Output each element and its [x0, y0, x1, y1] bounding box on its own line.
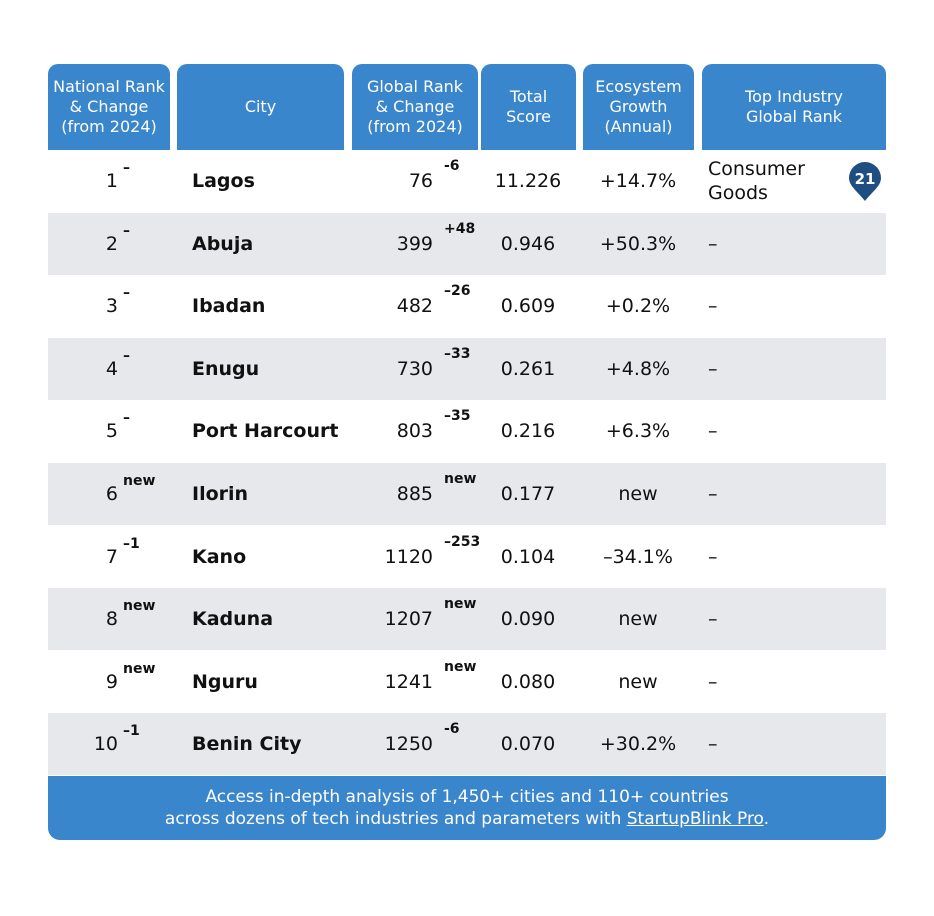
table-row	[48, 588, 886, 650]
table-row	[48, 463, 886, 525]
national-rank-change: –1	[123, 535, 140, 552]
global-rank: 730	[396, 357, 433, 380]
global-rank: 399	[396, 232, 433, 255]
table-row	[48, 526, 886, 588]
total-score: 0.070	[500, 733, 556, 756]
national-rank: 10	[93, 733, 118, 756]
global-rank-change: –33	[444, 345, 471, 362]
total-score: 0.104	[500, 545, 556, 568]
top-industry: –	[708, 295, 718, 318]
global-rank: 76	[408, 170, 433, 192]
global-rank: 1207	[384, 608, 433, 631]
total-score: 0.261	[500, 357, 556, 380]
footer-period: .	[763, 809, 770, 829]
total-score: 11.226	[494, 170, 562, 192]
city-name: Ilorin	[192, 483, 249, 505]
footer-text: across dozens of tech industries and parameters with	[164, 809, 627, 829]
city-name: Kano	[192, 545, 247, 568]
startupblink-pro-link[interactable]: StartupBlink Pro	[626, 809, 764, 829]
header-national-rank: National Rank & Change (from 2024)	[48, 64, 170, 150]
total-score: 0.216	[500, 420, 556, 443]
table-row	[48, 713, 886, 775]
top-industry: –	[708, 608, 718, 631]
table-row	[48, 213, 886, 275]
table-row	[48, 275, 886, 337]
total-score: 0.946	[500, 232, 556, 255]
national-rank-change: –	[123, 160, 130, 176]
national-rank-change: –1	[123, 723, 140, 740]
global-rank: 482	[396, 295, 433, 318]
footer-line-1: Access in-depth analysis of 1,450+ cities and 110+ countries	[205, 787, 729, 807]
national-rank-change: –	[123, 222, 130, 239]
national-rank-change: new	[123, 598, 156, 615]
total-score: 0.177	[500, 483, 556, 505]
top-industry: –	[708, 232, 718, 255]
ecosystem-growth: +4.8%	[605, 357, 671, 380]
header-global-rank: Global Rank & Change (from 2024)	[352, 64, 478, 150]
ecosystem-growth: +30.2%	[599, 733, 677, 756]
industry-rank-value: 21	[854, 170, 876, 188]
global-rank-change: –35	[444, 408, 471, 425]
ecosystem-growth: +14.7%	[599, 170, 677, 192]
global-rank-change: -6	[444, 158, 460, 174]
table-row	[48, 338, 886, 400]
city-name: Nguru	[192, 670, 258, 693]
ranking-table	[48, 64, 886, 829]
global-rank: 885	[396, 483, 433, 505]
city-name: Benin City	[192, 733, 302, 756]
ecosystem-growth: +6.3%	[605, 420, 671, 443]
city-name: Enugu	[192, 357, 260, 380]
top-industry: Consumer Goods	[708, 158, 805, 204]
global-rank-change: new	[444, 596, 477, 613]
city-name: Lagos	[192, 170, 255, 192]
total-score: 0.609	[500, 295, 556, 318]
global-rank-change: –26	[444, 283, 471, 300]
global-rank: 803	[396, 420, 433, 443]
city-name: Port Harcourt	[192, 420, 339, 443]
ecosystem-growth: +50.3%	[599, 232, 677, 255]
global-rank-change: –253	[444, 533, 481, 550]
city-name: Ibadan	[192, 295, 266, 318]
header-ecosystem-growth: Ecosystem Growth (Annual)	[583, 64, 694, 150]
header-total-score: Total Score	[481, 64, 576, 150]
top-industry: –	[708, 670, 718, 693]
header-city: City	[177, 64, 344, 150]
national-rank: 6	[105, 483, 118, 505]
national-rank: 7	[105, 545, 118, 568]
industry-rank-badge	[848, 162, 882, 202]
global-rank-change: new	[444, 658, 477, 675]
global-rank: 1120	[384, 545, 433, 568]
national-rank: 9	[105, 670, 118, 693]
city-name: Kaduna	[192, 608, 274, 631]
header-top-industry: Top Industry Global Rank	[702, 64, 886, 150]
global-rank-change: new	[444, 471, 477, 487]
ecosystem-growth: new	[618, 483, 658, 505]
national-rank: 3	[105, 295, 118, 318]
top-industry: –	[708, 420, 718, 443]
total-score: 0.090	[500, 608, 556, 631]
ecosystem-growth: +0.2%	[605, 295, 671, 318]
national-rank-change: –	[123, 410, 130, 427]
ecosystem-growth: new	[618, 608, 658, 631]
table-row	[48, 150, 886, 212]
total-score: 0.080	[500, 670, 556, 693]
national-rank-change: new	[123, 660, 156, 677]
ecosystem-growth: new	[618, 670, 658, 693]
global-rank: 1241	[384, 670, 433, 693]
national-rank: 8	[105, 608, 118, 631]
top-industry: –	[708, 357, 718, 380]
national-rank-change: new	[123, 473, 156, 489]
ecosystem-growth: –34.1%	[603, 545, 673, 568]
national-rank: 5	[105, 420, 118, 443]
national-rank-change: –	[123, 347, 130, 364]
top-industry: –	[708, 545, 718, 568]
national-rank: 2	[105, 232, 118, 255]
global-rank: 1250	[384, 733, 433, 756]
table-row	[48, 400, 886, 462]
national-rank: 4	[105, 357, 118, 380]
top-industry: –	[708, 483, 718, 505]
global-rank-change: +48	[444, 220, 476, 237]
top-industry: –	[708, 733, 718, 756]
national-rank-change: –	[123, 285, 130, 302]
promo-footer	[48, 776, 886, 840]
footer-line-2	[48, 808, 886, 830]
global-rank-change: -6	[444, 721, 460, 738]
national-rank: 1	[105, 170, 118, 192]
city-name: Abuja	[192, 232, 254, 255]
table-header	[48, 64, 886, 150]
table-row	[48, 651, 886, 713]
